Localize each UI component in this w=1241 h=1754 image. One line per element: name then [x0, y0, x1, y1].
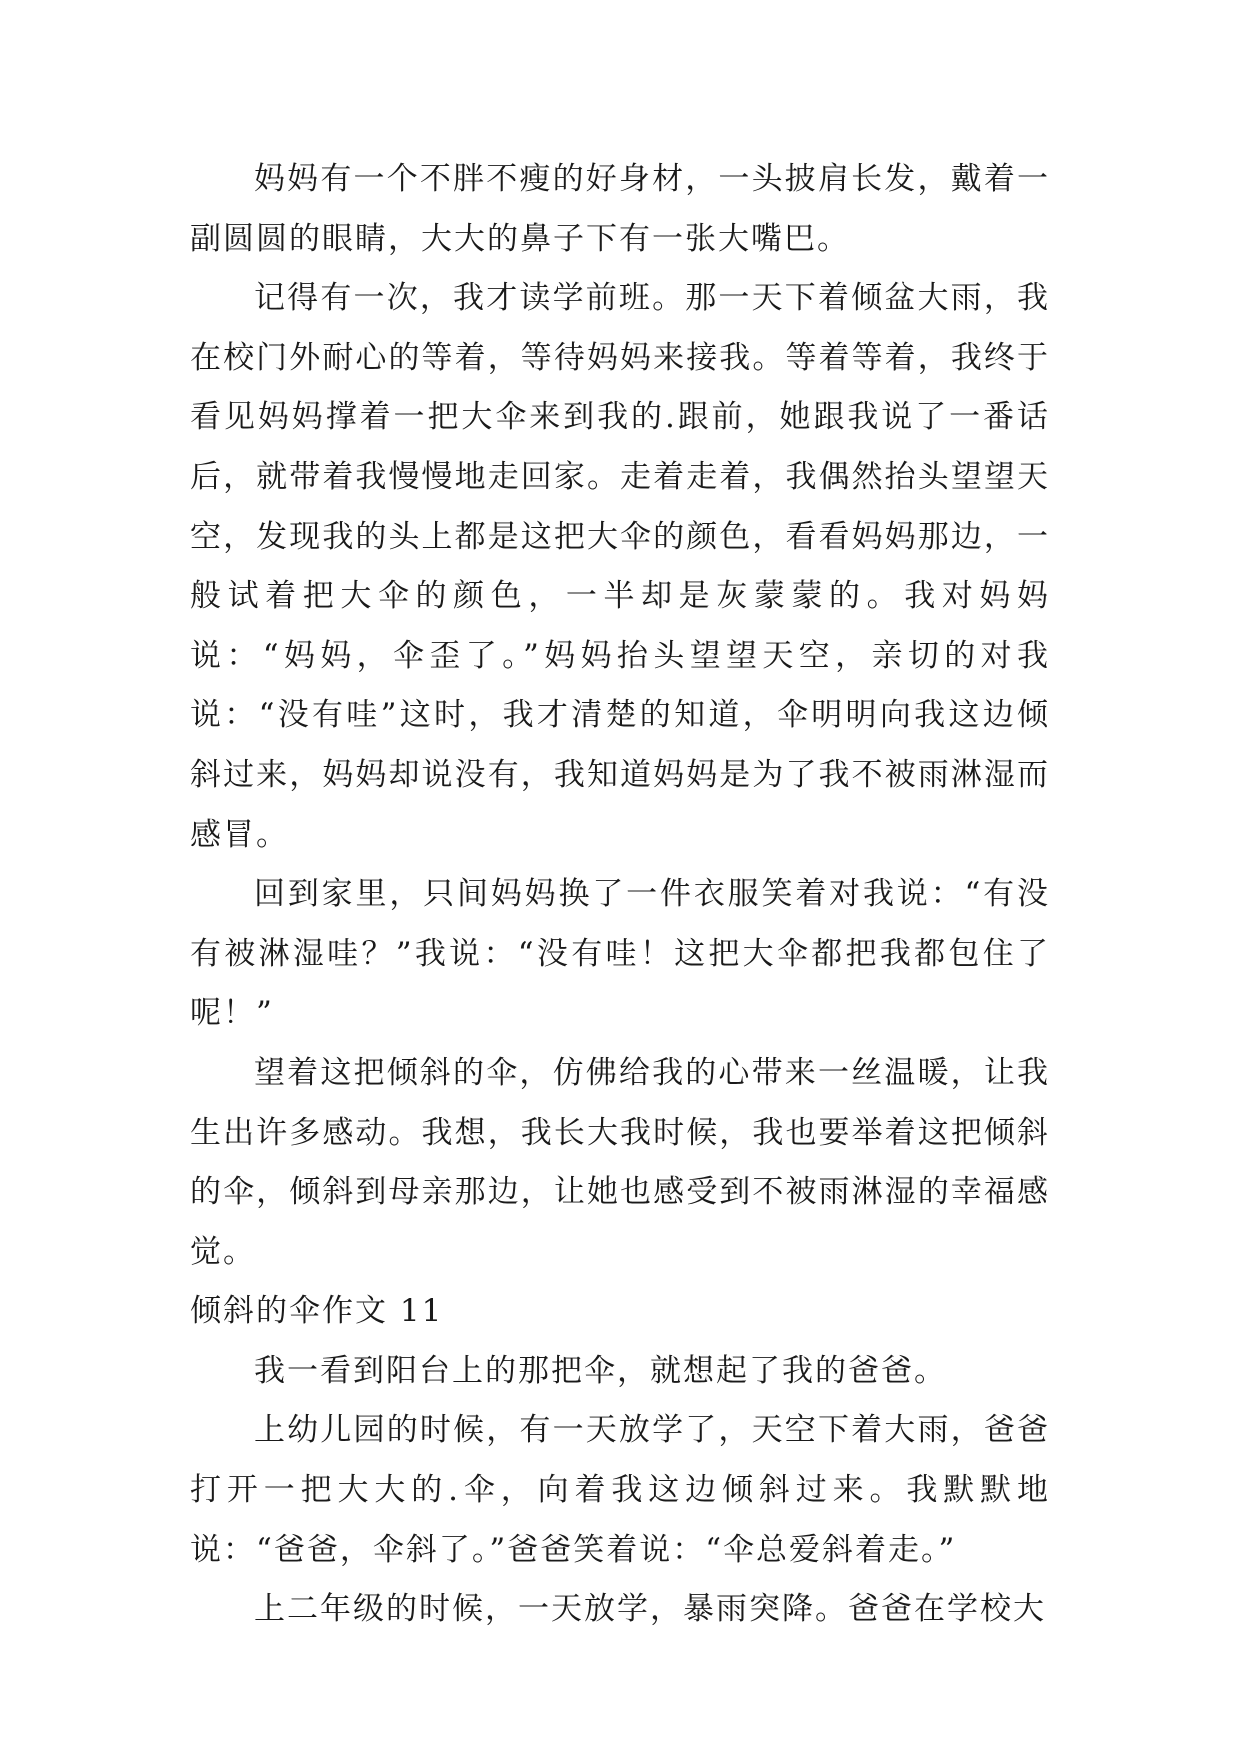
paragraph-mother-appearance: 妈妈有一个不胖不瘦的好身材，一头披肩长发，戴着一副圆圆的眼睛，大大的鼻子下有一张大嘴巴。 — [190, 161, 1050, 257]
paragraph-reflection: 望着这把倾斜的伞，仿佛给我的心带来一丝温暖，让我生出许多感动。我想，我长大我时候，我也要举着这把倾斜的伞，倾斜到母亲那边，让她也感受到不被雨淋湿的幸福感觉。 — [190, 1054, 1050, 1270]
paragraph-umbrella-memory: 记得有一次，我才读学前班。那一天下着倾盆大雨，我在校门外耐心的等着，等待妈妈来接我。等着等着，我终于看见妈妈撑着一把大伞来到我的.跟前，她跟我说了一番话后，就带着我慢慢地走回家。走着走着，我偶然抬头望望天空，发现我的头上都是这把大伞的颜色，看看妈妈那边，一般试着把大伞的颜色，一半却是灰蒙蒙的。我对妈妈说：“妈妈，伞歪了。”妈妈抬头望望天空，亲切的对我说：“没有哇”这时，我才清楚的知道，伞明明向我这边倾斜过来，妈妈却说没有，我知道妈妈是为了我不被雨淋湿而感冒。 — [190, 280, 1050, 853]
paragraph-second-grade-memory: 上二年级的时候，一天放学，暴雨突降。爸爸在学校大 — [254, 1591, 1046, 1628]
paragraph-balcony-umbrella: 我一看到阳台上的那把伞，就想起了我的爸爸。 — [254, 1352, 947, 1389]
paragraph-kindergarten-memory: 上幼儿园的时候，有一天放学了，天空下着大雨，爸爸打开一把大大的.伞，向着我这边倾斜过来。我默默地说：“爸爸，伞斜了。”爸爸笑着说：“伞总爱斜着走。” — [190, 1412, 1050, 1568]
paragraph-returning-home: 回到家里，只间妈妈换了一件衣服笑着对我说：“有没有被淋湿哇？”我说：“没有哇！这把大伞都把我都包住了呢！” — [190, 876, 1050, 1032]
essay-heading: 倾斜的伞作文 11 — [190, 1293, 444, 1330]
document-page — [190, 150, 1050, 1640]
